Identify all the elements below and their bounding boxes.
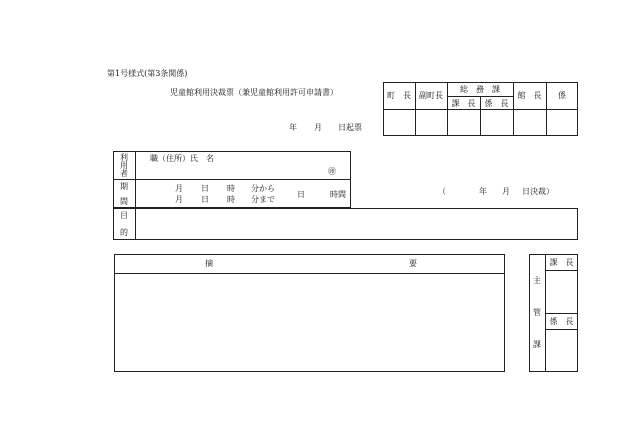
period-hours-label: 時間: [330, 190, 346, 199]
draft-month-label: 月: [314, 123, 322, 132]
decision-day-label: 日決裁）: [522, 187, 554, 196]
period-label-2: 間: [120, 197, 128, 206]
supervising-label-1: 主: [533, 276, 541, 285]
draft-year-label: 年: [289, 123, 297, 132]
supervising-label-2: 管: [533, 308, 541, 317]
applicant-label-3: 者: [120, 169, 128, 178]
period-to-hour: 時: [227, 195, 235, 204]
applicant-name-label: 職（住所）氏 名: [150, 154, 214, 163]
hall-head-label: 館 長: [517, 91, 542, 100]
decision-year-label: 年: [479, 187, 487, 196]
supervising-label-3: 課: [533, 340, 541, 349]
period-days-label: 日: [297, 190, 305, 199]
section-chief-label: 課 長: [451, 99, 476, 108]
period-to-minute: 分まで: [251, 195, 275, 204]
form-title: 児童館利用決裁票（兼児童館利用許可申請書）: [170, 88, 338, 97]
decision-open-paren: （: [438, 187, 446, 196]
supervising-section-chief: 課 長: [549, 258, 574, 267]
period-from-day: 日: [201, 184, 209, 193]
period-from-hour: 時: [227, 184, 235, 193]
period-to-day: 日: [201, 195, 209, 204]
seal-mark: ㊞: [328, 167, 336, 176]
decision-month-label: 月: [502, 187, 510, 196]
purpose-label-2: 的: [120, 228, 128, 237]
staff-label: 係: [558, 91, 566, 100]
town-head-label: 町 長: [387, 91, 411, 100]
purpose-label-1: 目: [120, 211, 128, 220]
subsection-chief-label: 係 長: [484, 99, 509, 108]
supervising-subsection-chief: 係 長: [549, 317, 574, 326]
form-number: 第1号様式(第3条関係): [107, 69, 188, 78]
summary-heading-left: 摘: [205, 259, 213, 268]
period-label-1: 期: [120, 182, 128, 191]
period-from-month: 月: [175, 184, 183, 193]
period-from-minute: 分から: [251, 184, 275, 193]
general-affairs-label: 総 務 課: [460, 85, 500, 94]
period-to-month: 月: [175, 195, 183, 204]
summary-heading-right: 要: [409, 259, 417, 268]
applicant-label-1: 利: [120, 153, 128, 162]
deputy-head-label: 副町長: [419, 91, 443, 100]
draft-day-label: 日起票: [338, 123, 362, 132]
applicant-label-2: 用: [120, 161, 128, 170]
